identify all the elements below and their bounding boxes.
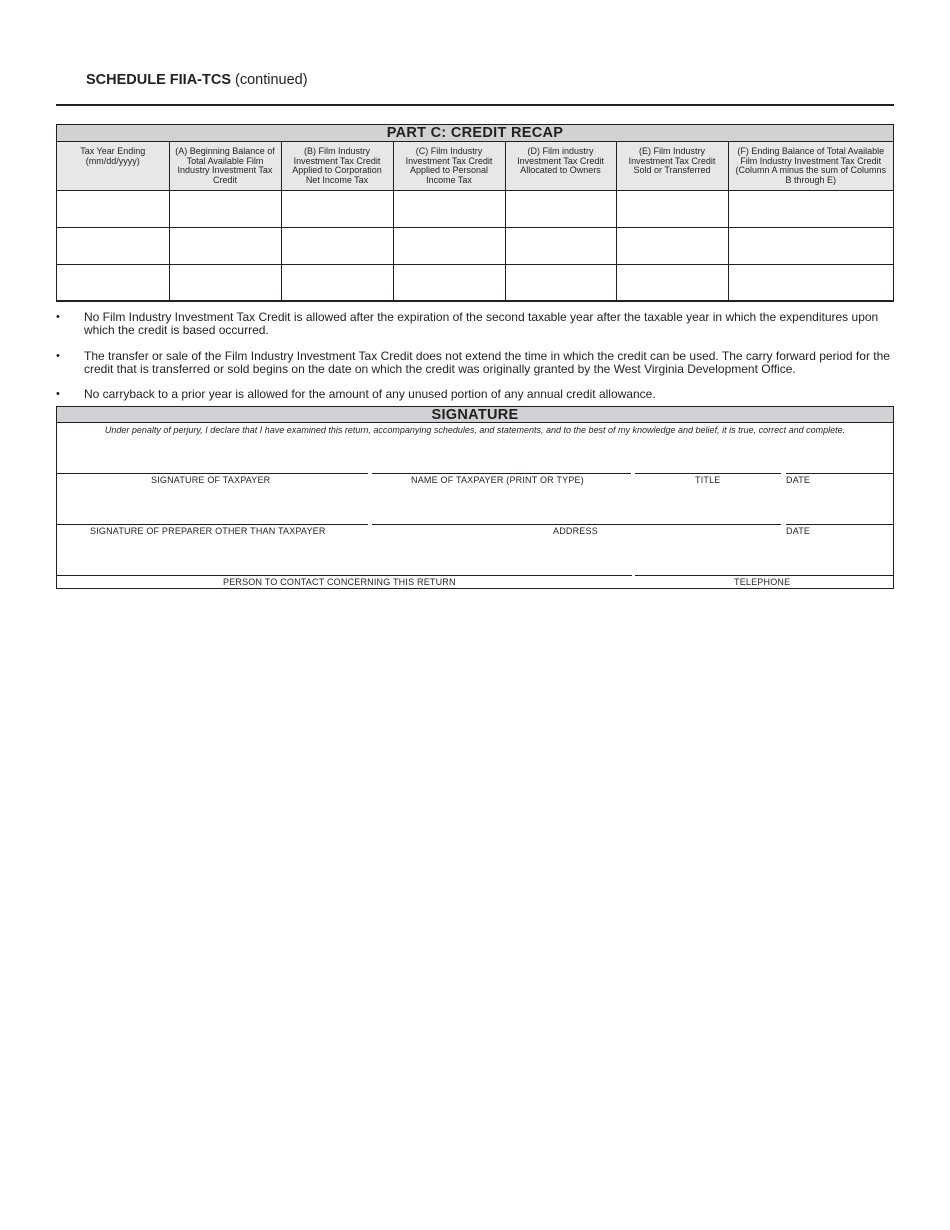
cell-input[interactable] bbox=[57, 190, 169, 227]
taxpayer-name-label: NAME OF TAXPAYER (PRINT OR TYPE) bbox=[411, 475, 584, 485]
col-c-personal-income: (C) Film Industry Investment Tax Credit Applied to Personal Income Tax bbox=[393, 142, 505, 190]
cell-input[interactable] bbox=[505, 190, 616, 227]
cell-input[interactable] bbox=[505, 227, 616, 264]
schedule-title: SCHEDULE FIIA-TCS bbox=[86, 72, 231, 88]
cell-input[interactable] bbox=[57, 264, 169, 301]
credit-notes bbox=[56, 311, 896, 401]
cell-input[interactable] bbox=[169, 227, 281, 264]
date-line-1[interactable] bbox=[786, 473, 894, 474]
note-text: The transfer or sale of the Film Industry Investment Tax Credit does not extend the time in which the credit can be used. The carry forward period for the credit that is transferred or sold begins on the date on which the credit was originally granted by the West Virginia Development Office. bbox=[84, 349, 890, 376]
schedule-continued: (continued) bbox=[235, 72, 308, 88]
cell-input[interactable] bbox=[728, 264, 893, 301]
title-line[interactable] bbox=[635, 473, 781, 474]
address-line[interactable] bbox=[372, 524, 781, 525]
bullet-icon: • bbox=[56, 311, 60, 323]
contact-person-line[interactable] bbox=[57, 575, 632, 576]
credit-recap-table bbox=[57, 142, 893, 301]
bullet-icon: • bbox=[56, 388, 60, 400]
cell-input[interactable] bbox=[393, 227, 505, 264]
note-text: No carryback to a prior year is allowed for the amount of any unused portion of any annual credit allowance. bbox=[84, 387, 656, 401]
date-label-2: DATE bbox=[786, 526, 811, 536]
cell-input[interactable] bbox=[616, 227, 728, 264]
cell-input[interactable] bbox=[169, 190, 281, 227]
cell-input[interactable] bbox=[393, 190, 505, 227]
date-line-2[interactable] bbox=[786, 524, 894, 525]
credit-recap-title: PART C: CREDIT RECAP bbox=[57, 125, 893, 142]
bullet-icon: • bbox=[56, 350, 60, 362]
cell-input[interactable] bbox=[393, 264, 505, 301]
col-f-ending-balance: (F) Ending Balance of Total Available Film Industry Investment Tax Credit (Column A minus the sum of Columns B through E) bbox=[728, 142, 893, 190]
preparer-signature-line[interactable] bbox=[57, 524, 368, 525]
table-row bbox=[57, 190, 893, 227]
contact-person-label: PERSON TO CONTACT CONCERNING THIS RETURN bbox=[223, 577, 456, 587]
perjury-statement: Under penalty of perjury, I declare that I have examined this return, accompanying schedules, and statements, and to the best of my knowledge and belief, it is true, correct and complete. bbox=[104, 425, 846, 435]
cell-input[interactable] bbox=[57, 227, 169, 264]
note-item bbox=[56, 350, 896, 375]
cell-input[interactable] bbox=[728, 190, 893, 227]
note-text: No Film Industry Investment Tax Credit is allowed after the expiration of the second taxable year after the taxable year in which the expenditures upon which the credit is based occurred. bbox=[84, 310, 879, 337]
telephone-label: TELEPHONE bbox=[734, 577, 791, 587]
cell-input[interactable] bbox=[616, 190, 728, 227]
page-header bbox=[86, 72, 308, 88]
col-a-beginning-balance: (A) Beginning Balance of Total Available Film Industry Investment Tax Credit bbox=[169, 142, 281, 190]
taxpayer-signature-line[interactable] bbox=[57, 473, 368, 474]
credit-recap-section bbox=[56, 124, 894, 302]
cell-input[interactable] bbox=[281, 264, 393, 301]
cell-input[interactable] bbox=[616, 264, 728, 301]
cell-input[interactable] bbox=[505, 264, 616, 301]
address-label: ADDRESS bbox=[553, 526, 598, 536]
table-header-row bbox=[57, 142, 893, 190]
telephone-line[interactable] bbox=[635, 575, 894, 576]
col-e-sold-transferred: (E) Film Industry Investment Tax Credit Sold or Transferred bbox=[616, 142, 728, 190]
col-d-allocated-owners: (D) Film industry Investment Tax Credit Allocated to Owners bbox=[505, 142, 616, 190]
taxpayer-name-line[interactable] bbox=[372, 473, 631, 474]
table-row bbox=[57, 227, 893, 264]
signature-title: SIGNATURE bbox=[57, 407, 893, 423]
note-item bbox=[56, 388, 896, 401]
cell-input[interactable] bbox=[281, 227, 393, 264]
date-label-1: DATE bbox=[786, 475, 811, 485]
cell-input[interactable] bbox=[281, 190, 393, 227]
cell-input[interactable] bbox=[728, 227, 893, 264]
taxpayer-signature-label: SIGNATURE OF TAXPAYER bbox=[151, 475, 271, 485]
signature-section bbox=[56, 406, 894, 589]
col-tax-year-ending: Tax Year Ending (mm/dd/yyyy) bbox=[57, 142, 169, 190]
preparer-signature-label: SIGNATURE OF PREPARER OTHER THAN TAXPAYER bbox=[90, 526, 326, 536]
col-b-corporation-net-income: (B) Film Industry Investment Tax Credit Applied to Corporation Net Income Tax bbox=[281, 142, 393, 190]
table-row bbox=[57, 264, 893, 301]
note-item bbox=[56, 311, 896, 336]
title-label: TITLE bbox=[695, 475, 721, 485]
table-bottom-rule bbox=[56, 300, 894, 302]
header-divider bbox=[56, 104, 894, 106]
cell-input[interactable] bbox=[169, 264, 281, 301]
